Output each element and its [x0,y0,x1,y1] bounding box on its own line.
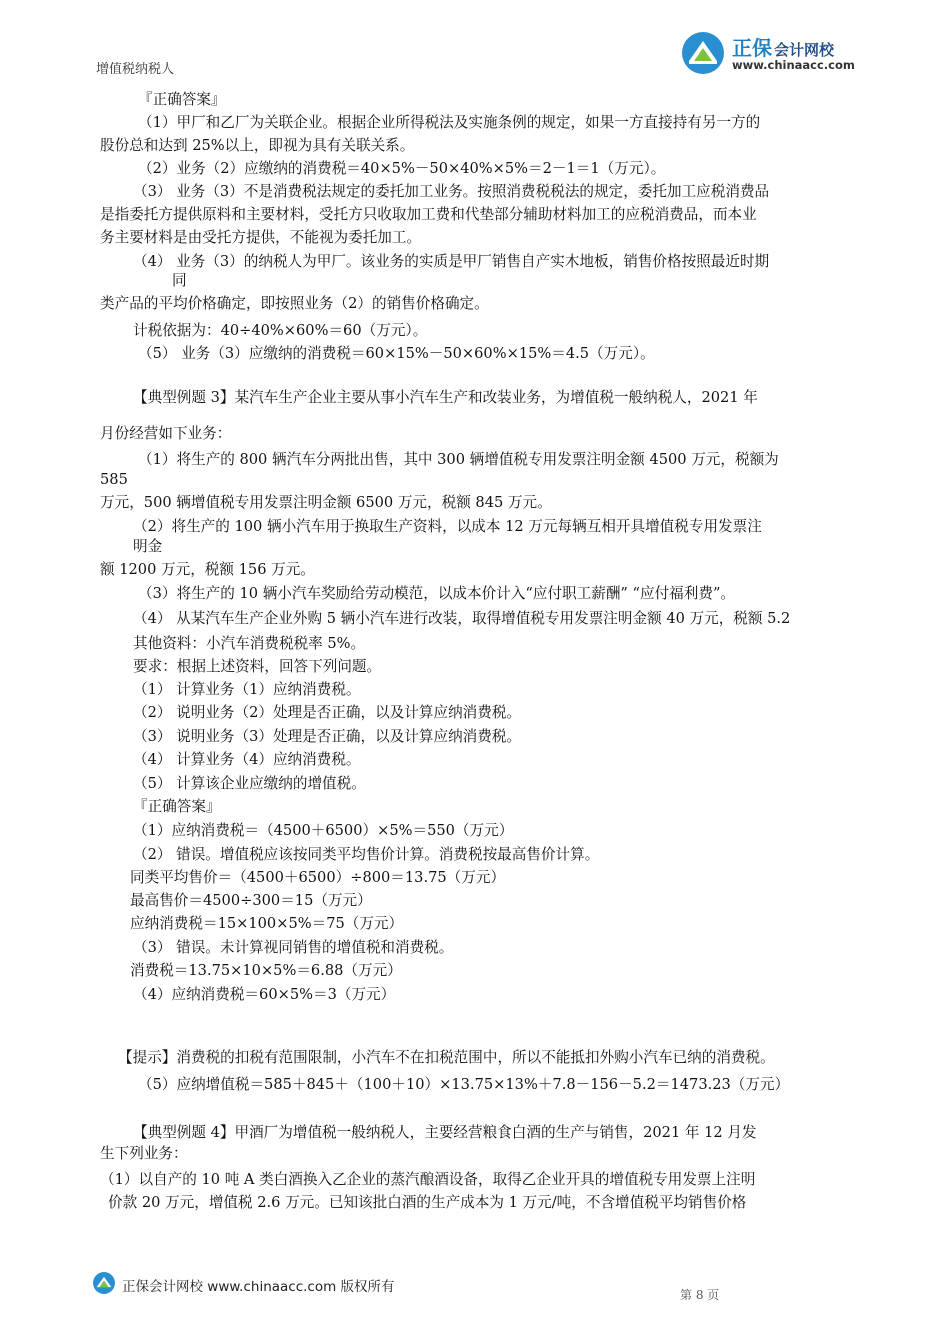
result-3: （3） 错误。未计算视同销售的增值税和消费税。 [133,939,454,956]
business-3: （3）将生产的 10 辆小汽车奖励给劳动模范，以成本价计入“应付职工薪酬” “应付福利费”。 [138,585,735,602]
example-4-business-1-line-1: （1）以自产的 10 吨 A 类白酒换入乙企业的蒸汽酿酒设备，取得乙企业开具的增值税专用发票上注明 [100,1171,756,1188]
logo-emblem-icon [680,30,726,76]
business-1-line-1: （1）将生产的 800 辆汽车分两批出售，其中 300 辆增值税专用发票注明金额 4500 万元，税额为 [138,451,779,468]
answer-1-line-1: （1）甲厂和乙厂为关联企业。根据企业所得税法及实施条例的规定，如果一方直接持有另一方的 [138,114,761,131]
result-5: （5）应纳增值税＝585＋845＋（100＋10）×13.75×13%＋7.8－156－5.2＝1473.23（万元） [138,1076,790,1093]
logo-title: 正保 会计网校 [732,36,835,60]
answer-4-line-3-partial: 类产品的平均价格确定，即按照业务（2）的销售价格确定。 [100,295,489,312]
logo-url: www.chinaacc.com [732,58,855,72]
example-4-intro-line-1: 【典型例题 4】甲酒厂为增值税一般纳税人，主要经营粮食白酒的生产与销售，2021 年 12 月发 [133,1124,757,1141]
business-4-partial: （4） 从某汽车生产企业外购 5 辆小汽车进行改装，取得增值税专用发票注明金额 40 万元，税额 5.2 [133,610,791,627]
header-fragment: 增值税纳税人 [96,62,175,77]
example-4-intro-line-2: 生下列业务： [100,1145,188,1162]
business-2-line-3: 额 1200 万元，税额 156 万元。 [100,561,315,578]
answer-4-line-1: （4） 业务（3）的纳税人为甲厂。该业务的实质是甲厂销售自产实木地板，销售价格按照最近时期 [133,253,770,270]
answer-heading-2: 『正确答案』 [133,798,221,815]
answer-2: （2）业务（2）应缴纳的消费税＝40×5%－50×40%×5%＝2－1＝1（万元）。 [138,160,666,177]
example-3-intro-line-2: 月份经营如下业务： [100,425,232,442]
business-1-line-3: 万元，500 辆增值税专用发票注明金额 6500 万元，税额 845 万元。 [100,494,552,511]
tip: 【提示】消费税的扣税有范围限制，小汽车不在扣税范围中，所以不能抵扣外购小汽车已纳的消费税。 [118,1049,775,1066]
footer-copyright: 正保会计网校 www.chinaacc.com 版权所有 [122,1279,395,1295]
page-number: 第 8 页 [680,1288,720,1302]
example-3-intro-partial: 【典型例题 3】某汽车生产企业主要从事小汽车生产和改装业务，为增值税一般纳税人，2021 年 [133,389,758,406]
answer-5-partial: （5） 业务（3）应缴纳的消费税＝60×15%－50×60%×15%＝4.5（万元）。 [138,345,655,362]
answer-heading: 『正确答案』 [138,91,226,108]
business-1-line-2: 585 [100,471,128,488]
business-2-line-1: （2）将生产的 100 辆小汽车用于换取生产资料，以成本 12 万元每辆互相开具增值税专用发票注 [133,518,762,535]
result-2-max-price: 最高售价＝4500÷300＝15（万元） [130,892,372,909]
result-2-average-price: 同类平均售价＝（4500＋6500）÷800＝13.75（万元） [130,869,506,886]
question-3: （3） 说明业务（3）处理是否正确，以及计算应纳消费税。 [133,728,522,745]
business-2-line-2: 明金 [133,538,163,555]
question-5: （5） 计算该企业应缴纳的增值税。 [133,775,366,792]
result-2: （2） 错误。增值税应该按同类平均售价计算。消费税按最高售价计算。 [133,846,600,863]
question-1: （1） 计算业务（1）应纳消费税。 [133,681,361,698]
footer-logo-icon [92,1271,116,1295]
answer-1-line-2: 股份总和达到 25%以上，即视为具有关联关系。 [100,137,415,154]
other-info: 其他资料：小汽车消费税税率 5%。 [133,635,366,652]
result-4: （4）应纳消费税＝60×5%＝3（万元） [133,986,396,1003]
answer-4-line-2: 同 [172,272,187,289]
result-2-tax: 应纳消费税＝15×100×5%＝75（万元） [130,915,404,932]
answer-3-line-2: 是指委托方提供原料和主要材料，受托方只收取加工费和代垫部分辅助材料加工的应税消费品，而本业 [100,206,757,223]
result-1: （1）应纳消费税＝（4500＋6500）×5%＝550（万元） [133,822,514,839]
requirement: 要求：根据上述资料，回答下列问题。 [133,658,382,675]
example-4-business-1-line-2: 价款 20 万元，增值税 2.6 万元。已知该批白酒的生产成本为 1 万元/吨，不含增值税平均销售价格 [108,1194,747,1211]
tax-basis: 计税依据为：40÷40%×60%＝60（万元）。 [133,322,428,339]
answer-3-line-1: （3） 业务（3）不是消费税法规定的委托加工业务。按照消费税税法的规定，委托加工应税消费品 [133,183,770,200]
question-2: （2） 说明业务（2）处理是否正确，以及计算应纳消费税。 [133,704,522,721]
answer-3-line-3: 务主要材料是由受托方提供，不能视为委托加工。 [100,229,422,246]
site-logo[interactable] [680,30,870,78]
question-4: （4） 计算业务（4）应纳消费税。 [133,751,361,768]
result-3-tax: 消费税＝13.75×10×5%＝6.88（万元） [130,962,402,979]
